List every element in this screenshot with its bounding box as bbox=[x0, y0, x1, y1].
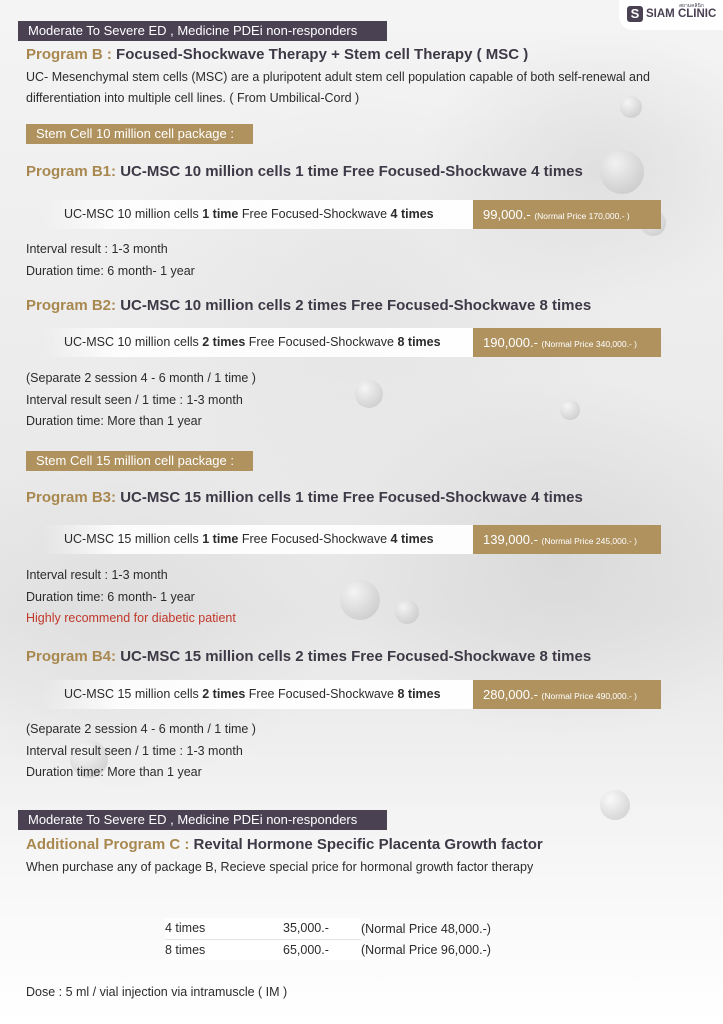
program-b3-recommendation: Highly recommend for diabetic patient bbox=[26, 611, 236, 625]
normal-price-cell: (Normal Price 96,000.-) bbox=[361, 942, 491, 957]
program-b3-interval: Interval result : 1-3 month bbox=[26, 568, 168, 582]
price-cell: 35,000.- bbox=[283, 918, 361, 939]
decor-molecule bbox=[600, 150, 644, 194]
normal-price: (Normal Price 490,000.- ) bbox=[541, 691, 637, 701]
price-value: 190,000.- bbox=[483, 335, 542, 350]
price-value: 139,000.- bbox=[483, 532, 542, 547]
row-count: 4 times bbox=[390, 532, 434, 546]
program-b2-price bbox=[473, 328, 661, 357]
row-text: UC-MSC 10 million cells bbox=[64, 335, 203, 349]
program-b3-price-row bbox=[42, 525, 662, 554]
program-b3-title bbox=[26, 489, 583, 506]
row-count: 1 time bbox=[202, 207, 239, 221]
program-b4-separate: (Separate 2 session 4 - 6 month / 1 time ) bbox=[26, 722, 256, 736]
program-b2-separate: (Separate 2 session 4 - 6 month / 1 time ) bbox=[26, 371, 256, 385]
row-text: Free Focused-Shockwave bbox=[238, 207, 391, 221]
decor-molecule bbox=[560, 400, 580, 420]
decor-molecule bbox=[355, 380, 383, 408]
row-text: UC-MSC 15 million cells bbox=[64, 687, 203, 701]
program-b2-row-desc bbox=[42, 328, 473, 357]
normal-price: (Normal Price 340,000.- ) bbox=[541, 339, 637, 349]
row-count: 2 times bbox=[202, 687, 246, 701]
normal-price-cell: (Normal Price 48,000.-) bbox=[361, 921, 491, 936]
row-text: Free Focused-Shockwave bbox=[245, 687, 398, 701]
program-b2-heading: UC-MSC 10 million cells 2 times Free Focused-Shockwave 8 times bbox=[116, 297, 592, 314]
program-b-title bbox=[26, 46, 528, 63]
section-band-top: Moderate To Severe ED , Medicine PDEi non-responders bbox=[18, 21, 387, 41]
program-b2-duration: Duration time: More than 1 year bbox=[26, 414, 202, 428]
row-count: 1 time bbox=[202, 532, 239, 546]
program-b3-row-desc bbox=[42, 525, 473, 554]
decor-molecule bbox=[600, 790, 630, 820]
program-b4-title bbox=[26, 648, 591, 665]
table-row bbox=[165, 918, 491, 939]
row-text: Free Focused-Shockwave bbox=[245, 335, 398, 349]
program-c-prefix: Additional Program C : bbox=[26, 836, 190, 853]
row-count: 2 times bbox=[202, 335, 246, 349]
row-count: 8 times bbox=[397, 687, 441, 701]
program-c-dose: Dose : 5 ml / vial injection via intramuscle ( IM ) bbox=[26, 985, 288, 999]
program-b2-prefix: Program B2: bbox=[26, 297, 117, 314]
normal-price: (Normal Price 170,000.- ) bbox=[534, 211, 630, 221]
program-b3-heading: UC-MSC 15 million cells 1 time Free Focused-Shockwave 4 times bbox=[116, 489, 583, 506]
row-text: UC-MSC 15 million cells bbox=[64, 532, 203, 546]
brand-small-text: สยามคลินิก bbox=[679, 3, 704, 9]
package-10m-band: Stem Cell 10 million cell package : bbox=[26, 124, 253, 144]
program-b1-interval: Interval result : 1-3 month bbox=[26, 242, 168, 256]
row-count: 4 times bbox=[390, 207, 434, 221]
program-c-title bbox=[26, 836, 543, 853]
price-value: 280,000.- bbox=[483, 687, 542, 702]
program-b2-price-row bbox=[42, 328, 662, 357]
table-row bbox=[165, 939, 491, 960]
times-cell: 4 times bbox=[165, 918, 283, 939]
normal-price: (Normal Price 245,000.- ) bbox=[541, 536, 637, 546]
program-b1-heading: UC-MSC 10 million cells 1 time Free Focused-Shockwave 4 times bbox=[116, 163, 583, 180]
program-b2-interval: Interval result seen / 1 time : 1-3 month bbox=[26, 393, 243, 407]
program-c-price-table bbox=[165, 918, 491, 960]
section-band-bottom: Moderate To Severe ED , Medicine PDEi non-responders bbox=[18, 810, 387, 830]
program-b3-price bbox=[473, 525, 661, 554]
row-text: UC-MSC 10 million cells bbox=[64, 207, 203, 221]
program-b4-row-desc bbox=[42, 680, 473, 709]
program-b4-interval: Interval result seen / 1 time : 1-3 month bbox=[26, 744, 243, 758]
program-b2-title bbox=[26, 297, 591, 314]
program-b1-duration: Duration time: 6 month- 1 year bbox=[26, 264, 195, 278]
program-b4-duration: Duration time: More than 1 year bbox=[26, 765, 202, 779]
program-b4-price-row bbox=[42, 680, 662, 709]
program-b-heading: Focused-Shockwave Therapy + Stem cell Therapy ( MSC ) bbox=[111, 46, 529, 63]
brand-logo bbox=[619, 0, 723, 30]
price-value: 99,000.- bbox=[483, 207, 535, 222]
row-text: Free Focused-Shockwave bbox=[238, 532, 391, 546]
logo-mark-icon: S bbox=[627, 6, 643, 22]
program-c-desc: When purchase any of package B, Recieve special price for hormonal growth factor therapy bbox=[26, 860, 534, 874]
times-cell: 8 times bbox=[165, 939, 283, 960]
price-cell: 65,000.- bbox=[283, 939, 361, 960]
program-b1-price bbox=[473, 200, 661, 229]
program-b-desc-2: differentiation into multiple cell lines. ( From Umbilical-Cord ) bbox=[26, 91, 360, 105]
program-b1-prefix: Program B1: bbox=[26, 163, 117, 180]
program-b4-prefix: Program B4: bbox=[26, 648, 117, 665]
program-b-desc-1: UC- Mesenchymal stem cells (MSC) are a pluripotent adult stem cell population capable of both self-renewal and bbox=[26, 70, 650, 84]
program-b1-price-row bbox=[42, 200, 662, 229]
decor-molecule bbox=[395, 600, 419, 624]
program-b4-heading: UC-MSC 15 million cells 2 times Free Focused-Shockwave 8 times bbox=[116, 648, 592, 665]
row-count: 8 times bbox=[397, 335, 441, 349]
program-b1-row-desc bbox=[42, 200, 473, 229]
decor-molecule bbox=[620, 96, 642, 118]
program-c-heading: Revital Hormone Specific Placenta Growth factor bbox=[189, 836, 543, 853]
package-15m-band: Stem Cell 15 million cell package : bbox=[26, 451, 253, 471]
program-b4-price bbox=[473, 680, 661, 709]
decor-molecule bbox=[340, 580, 380, 620]
program-b3-prefix: Program B3: bbox=[26, 489, 117, 506]
program-b-prefix: Program B : bbox=[26, 46, 112, 63]
program-b1-title bbox=[26, 163, 583, 180]
program-b3-duration: Duration time: 6 month- 1 year bbox=[26, 590, 195, 604]
brand-name: SIAM CLINIC bbox=[646, 8, 717, 20]
